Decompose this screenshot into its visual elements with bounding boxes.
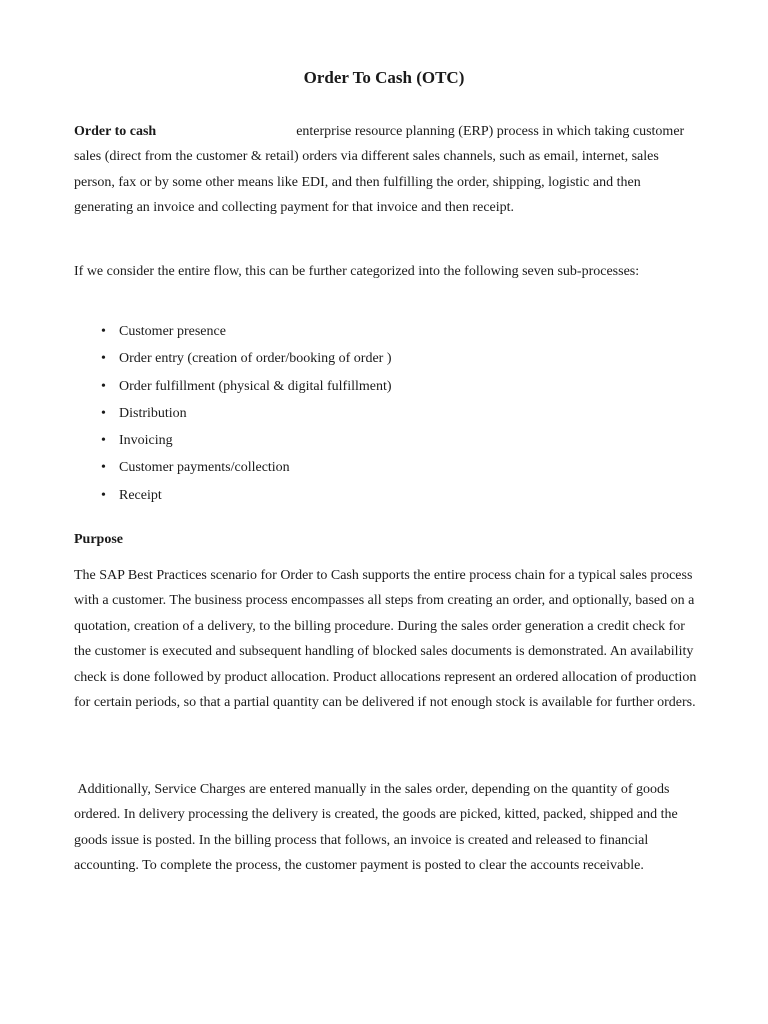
additional-text: Additionally, Service Charges are entered manually in the sales order, depending on the quantity of goods ordered. In delivery processing the delivery is created, the goods are picked, kitted, packed, shipped and the goods issue is posted. In the billing process that follows, an invoice is created and released to financial accounting. To complete the process, the customer payment is posted to clear the accounts receivable. <box>74 782 678 874</box>
document-title: Order To Cash (OTC) <box>303 68 465 87</box>
list-item <box>74 345 392 372</box>
purpose-heading: Purpose <box>74 532 123 547</box>
additional-paragraph <box>74 777 698 879</box>
intro-text: enterprise resource planning (ERP) process in which taking customer sales (direct from the customer & retail) orders via different sales channels, such as email, internet, sales person, fax or by some other means like EDI, and then fulfilling the order, shipping, logistic and then generating an invoice and collecting payment for that invoice and then receipt. <box>74 124 685 216</box>
list-item <box>74 427 392 454</box>
list-item <box>74 318 392 345</box>
bullet-icon: • <box>101 460 106 476</box>
bullet-icon: • <box>101 433 106 449</box>
list-item <box>74 454 392 481</box>
list-item-text: Order fulfillment (physical & digital fulfillment) <box>119 378 392 394</box>
list-item-text: Order entry (creation of order/booking of order ) <box>119 351 392 367</box>
bullet-icon: • <box>101 324 106 339</box>
purpose-paragraph: The SAP Best Practices scenario for Order to Cash supports the entire process chain for a typical sales process with a customer. The business process encompasses all steps from creating an order, and optionally, based on a quotation, creation of a delivery, to the billing procedure. During the sales order generation a credit check for the customer is executed and subsequent handling of blocked sales documents is demonstrated. An availability check is done followed by product allocation. Product allocations represent an ordered allocation of production for certain periods, so that a partial quantity can be delivered if not enough stock is available for further orders. <box>74 568 697 711</box>
list-item-text: Customer presence <box>119 324 226 339</box>
list-item-text: Customer payments/collection <box>119 460 290 476</box>
bullet-icon: • <box>101 405 106 421</box>
list-item-text: Receipt <box>119 487 162 503</box>
intro-paragraph <box>74 119 698 221</box>
bullet-icon: • <box>101 351 106 367</box>
list-item <box>74 373 392 400</box>
list-item-text: Distribution <box>119 405 187 421</box>
flow-paragraph: If we consider the entire flow, this can be further categorized into the following seven sub-processes: <box>74 264 640 279</box>
bullet-icon: • <box>101 378 106 394</box>
list-item-text: Invoicing <box>119 433 173 449</box>
list-item <box>74 482 392 509</box>
intro-term: Order to cash <box>74 124 157 139</box>
bullet-icon: • <box>101 487 106 503</box>
list-item <box>74 400 392 427</box>
subprocess-list <box>74 318 392 509</box>
